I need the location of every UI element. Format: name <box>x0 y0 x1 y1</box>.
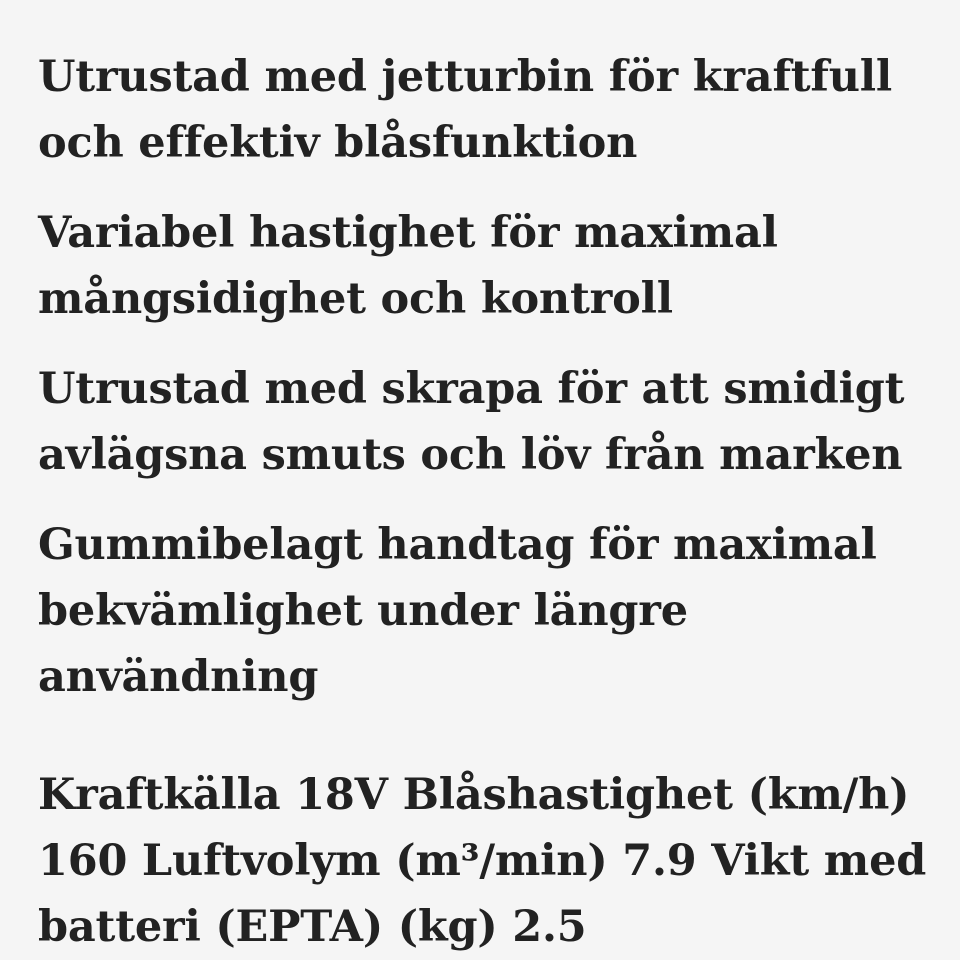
feature-list <box>38 44 938 734</box>
specifications-text: Kraftkälla 18V Blåshastighet (km/h) 160 Luftvolym (m³/min) 7.9 Vikt med batteri (EPTA) (kg) 2.5 <box>38 770 927 952</box>
feature-rubber-handle: Gummibelagt handtag för maximal bekvämlighet under längre användning <box>38 520 877 702</box>
feature-scraper: Utrustad med skrapa för att smidigt avlägsna smuts och löv från marken <box>38 364 905 480</box>
feature-variable-speed: Variabel hastighet för maximal mångsidighet och kontroll <box>38 208 778 324</box>
feature-jet-turbine: Utrustad med jetturbin för kraftfull och effektiv blåsfunktion <box>38 52 893 168</box>
